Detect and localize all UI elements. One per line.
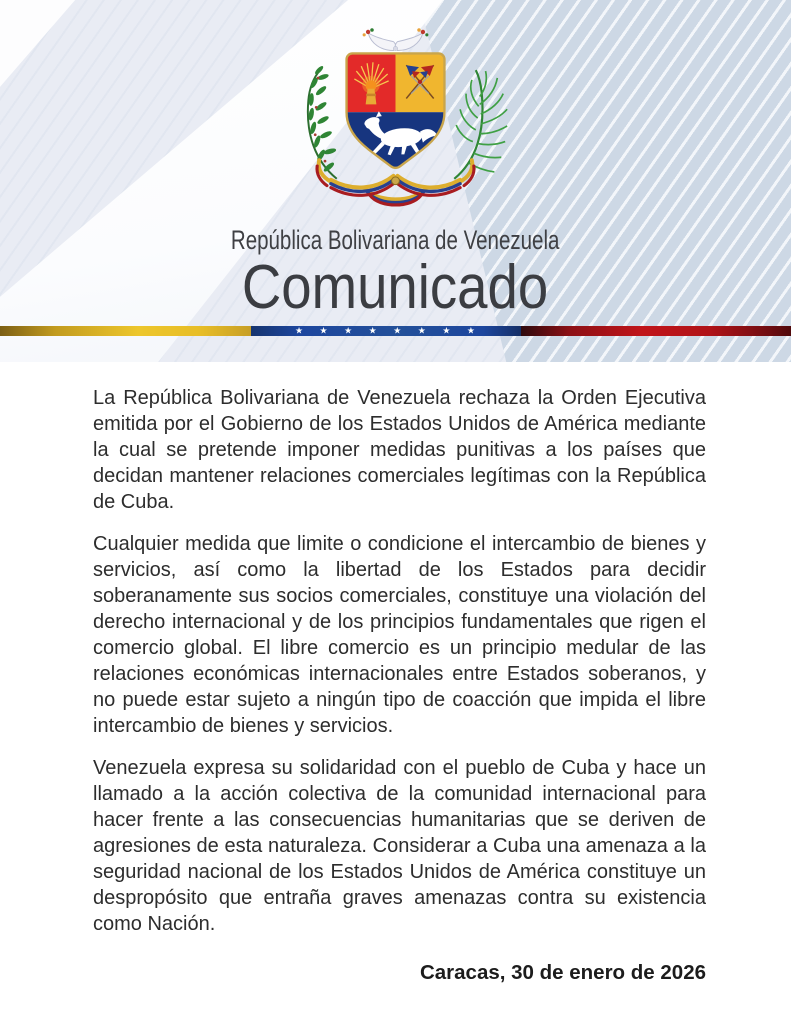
communique-body [0,362,791,985]
cornucopias-icon [363,28,429,51]
laurel-branch-icon [308,65,337,179]
flag-stripe [0,326,791,336]
country-title: República Bolivariana de Venezuela [231,225,560,255]
paragraph-2: Cualquier medida que limite o condicione el intercambio de bienes y servicios, así como la libertad de los Estados para decidir soberanamente sus socios comerciales, constituye una violación del derecho internacional y de los principios fundamentales que rigen el comercio global. El libre comercio es un principio medular de las relaciones económicas internacionales entre Estados soberanos, y no puede estar sujeto a ningún tipo de coacción que impida el libre intercambio de bienes y servicios. [93,533,706,737]
paragraph-3: Venezuela expresa su solidaridad con el pueblo de Cuba y hace un llamado a la acción colectiva de la comunidad internacional para hacer frente a las consecuencias humanitarias que se deriven de agresiones de esta naturaleza. Considerar a Cuba una amenaza a la seguridad nacional de los Estados Unidos de América constituye un despropósito que entraña graves amenazas contra su existencia como Nación. [93,757,706,935]
flag-blue-segment [251,326,522,336]
shield-icon [347,52,445,177]
paragraph-1: La República Bolivariana de Venezuela rechaza la Orden Ejecutiva emitida por el Gobierno de los Estados Unidos de América mediante la cual se pretende imponer medidas punitivas a los países que decidan mantener relaciones comerciales legítimas con la República de Cuba. [93,387,706,513]
flag-red-segment [521,326,791,336]
document-title: Comunicado [242,253,549,322]
dateline: Caracas, 30 de enero de 2026 [419,961,706,984]
palm-branch-icon [454,70,507,179]
flag-stars: ★ ★ ★ ★ ★ ★ ★ ★ [294,325,478,336]
header-content [0,0,791,320]
header-banner [0,0,791,362]
venezuela-coat-of-arms-icon [278,24,513,220]
flag-yellow-segment [0,326,251,336]
